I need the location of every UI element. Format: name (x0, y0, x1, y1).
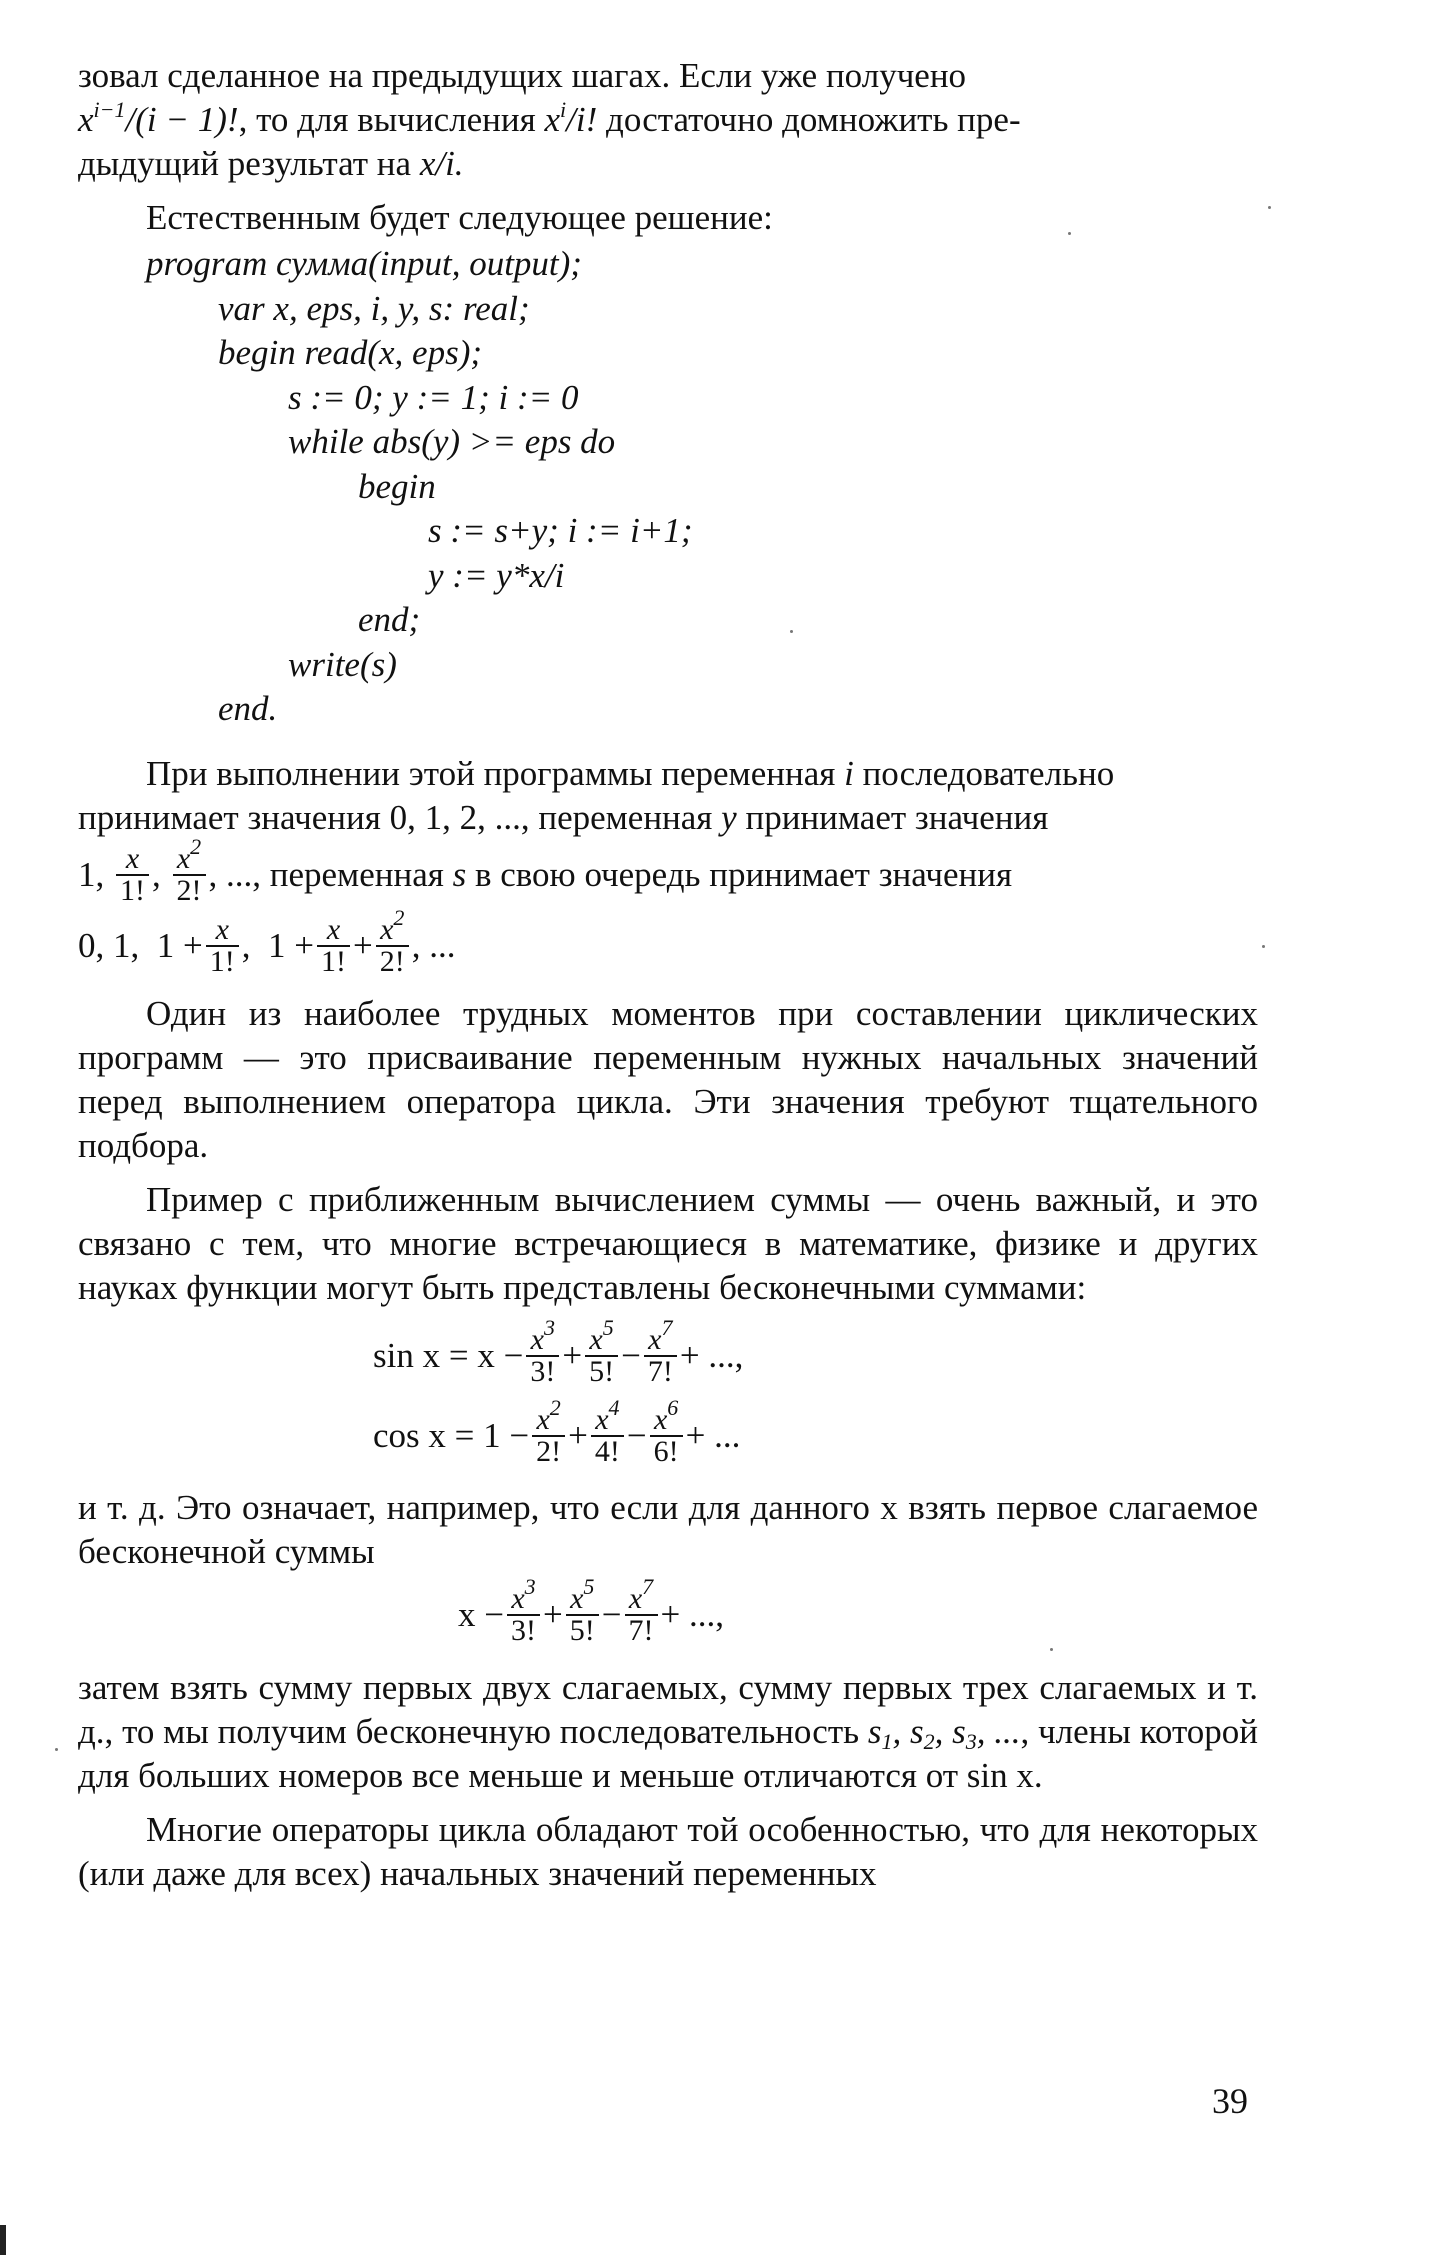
fraction: $\frac{x}{1!}$ (116, 844, 149, 906)
code-line: begin read(x, eps); (218, 333, 483, 372)
scan-edge-mark (0, 2225, 6, 2255)
paragraph-5: и т. д. Это означает, например, что если для данного x взять первое слагаемое бесконечной суммы (78, 1487, 1258, 1571)
paragraph-7: Многие операторы цикла обладают той особенностью, что для некоторых (или даже для всех) начальных значений переменных (78, 1809, 1258, 1893)
para2-line2-b: принимает значения (745, 797, 1049, 837)
math-expression: x/i. (419, 144, 464, 183)
scan-speck (55, 1748, 58, 1751)
code-line: begin (358, 466, 436, 506)
code-line: var x, eps, i, y, s: real; (218, 288, 530, 328)
paragraph-3: Один из наиболее трудных моментов при составлении циклических программ — это присваивание переменным нужных начальных значений перед выполнением оператора цикла. Эти значения требуют тщательного подбора. (78, 993, 1258, 1165)
fraction: $\frac{x^7}{7!}$ (644, 1325, 677, 1387)
fraction: $\frac{x^6}{6!}$ (650, 1405, 683, 1467)
scan-speck (1050, 1648, 1053, 1651)
y-values-line: 1, $\frac{x}{1!}$ , $\frac{x^2}{2!}$ , ..., переменная s в свою очередь принимает значения (78, 833, 1013, 907)
para2-line3-tail: , ..., переменная (208, 854, 444, 894)
var-i: i (844, 753, 854, 793)
code-line: end; (358, 600, 421, 639)
fraction: $\frac{x^5}{5!}$ (585, 1325, 618, 1387)
code-line: s := 0; y := 1; i := 0 (288, 377, 579, 417)
fraction: $\frac{x^3}{3!}$ (507, 1584, 540, 1646)
para2-line3-end: в свою очередь принимает значения (474, 854, 1013, 894)
sin-lhs: sin x = x − (373, 1335, 524, 1375)
series-formula: x − $\frac{x^3}{3!}$ + $\frac{x^5}{5!}$ − $\frac{x^7}{7!}$ + ..., (458, 1573, 724, 1647)
paragraph-2 (78, 752, 1258, 982)
para1-line3-pre: дыдущий результат на (78, 144, 412, 183)
scan-speck (1262, 945, 1265, 948)
fraction: $\frac{x^4}{4!}$ (591, 1405, 624, 1467)
sequence-terms: $s_1$, $s_2$, $s_3$, ... (867, 1711, 1021, 1754)
cos-formula: cos x = 1 − $\frac{x^2}{2!}$ + $\frac{x^4}{4!}$ − $\frac{x^6}{6!}$ + ... (373, 1394, 741, 1468)
paragraph-1 (78, 54, 1258, 186)
para2-line2-a: принимает значения 0, 1, 2, ..., переменная (78, 797, 713, 837)
fraction: $\frac{x}{1!}$ (206, 915, 239, 977)
para2-line1-a: При выполнении этой программы переменная (146, 753, 836, 793)
paragraph-6 (78, 1666, 1258, 1798)
code-line: program сумма(input, output); (146, 244, 582, 283)
page-number: 39 (1212, 2081, 1248, 2121)
code-line: end. (218, 689, 278, 728)
fraction: $\frac{x^7}{7!}$ (625, 1584, 658, 1646)
sin-formula: sin x = x − $\frac{x^3}{3!}$ + $\frac{x^5}{5!}$ − $\frac{x^7}{7!}$ + ..., (373, 1314, 744, 1388)
fraction: $\frac{x^2}{2!}$ (376, 915, 409, 977)
fraction: $\frac{x^2}{2!}$ (532, 1405, 565, 1467)
var-y: y (721, 797, 737, 837)
para6-a: затем взять сумму первых двух слагаемых, сумму первых трех слагаемых и т. д., то мы получим бесконечную последовательность (78, 1667, 1258, 1751)
fraction: $\frac{x^3}{3!}$ (526, 1325, 559, 1387)
series-lhs: x − (458, 1594, 504, 1634)
fraction: $\frac{x^2}{2!}$ (173, 844, 206, 906)
program-listing (78, 242, 1258, 732)
scan-speck (1268, 206, 1271, 209)
page-body (78, 54, 1258, 1896)
code-line: s := s+y; i := i+1; (428, 511, 693, 550)
para1-line1: зовал сделанное на предыдущих шагах. Если уже получено (78, 56, 967, 95)
scan-speck (790, 630, 793, 633)
para1-line2-tail: , то для вычисления (238, 100, 536, 139)
para2-line4-head: 0, 1, (78, 925, 140, 965)
para1-line2-end: достаточно домножить пре- (606, 100, 1021, 139)
cos-lhs: cos x = 1 − (373, 1415, 530, 1455)
code-line: y := y*x/i (428, 555, 565, 595)
code-line: while abs(y) >= eps do (288, 422, 616, 461)
fraction: $\frac{x}{1!}$ (317, 915, 350, 977)
solution-intro: Естественным будет следующее решение: (146, 198, 773, 237)
fraction: $\frac{x^5}{5!}$ (566, 1584, 599, 1646)
s-values-line: 0, 1, 1 + $\frac{x}{1!}$ , 1 + $\frac{x}{1!}$ + $\frac{x^2}{2!}$ , ... (78, 904, 456, 978)
math-expression: $x^i/i$! (544, 97, 598, 139)
code-line: write(s) (288, 644, 397, 684)
paragraph-4: Пример с приближенным вычислением суммы — очень важный, и это связано с тем, что многие встречающиеся в математике, физике и других науках функции могут быть представлены бесконечными суммами: (78, 1179, 1258, 1307)
scan-speck (1068, 232, 1071, 235)
para2-line1-b: последовательно (862, 753, 1115, 793)
math-expression: $x^{i-1}/(i - 1)$! (78, 97, 239, 139)
para6-b: , члены которой для больших номеров все меньше и меньше отличаются от sin x. (78, 1711, 1259, 1795)
